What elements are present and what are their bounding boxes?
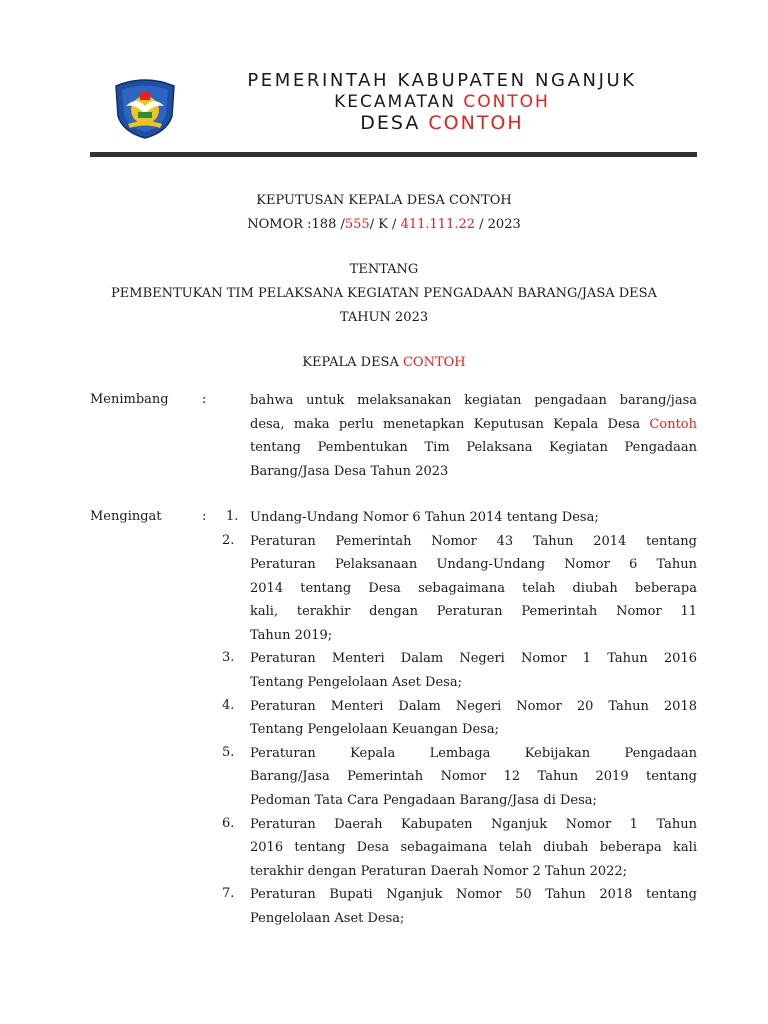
mengingat-item-text (250, 506, 697, 530)
mengingat-item-line: 2016 tentang Desa sebagaimana telah diubah beberapa kali (250, 840, 697, 855)
mengingat-item-number: 3. (222, 650, 235, 666)
mengingat-item-line: Pedoman Tata Cara Pengadaan Barang/Jasa di Desa; (250, 792, 597, 808)
mengingat-item-line: 2014 tentang Desa sebagaimana telah diubah beberapa (250, 580, 697, 596)
mengingat-item-line: Tentang Pengelolaan Keuangan Desa; (250, 722, 499, 738)
mengingat-item-line: Peraturan Bupati Nganjuk Nomor 50 Tahun 2018 tentang (250, 887, 697, 903)
mengingat-item-number: 1. (226, 509, 239, 524)
menimbang-text (250, 389, 697, 483)
mengingat-item-line: Barang/Jasa Pemerintah Nomor 12 Tahun 2019 tentang (250, 769, 697, 785)
mengingat-item-line: Peraturan Kepala Lembaga Kebijakan Pengadaan (250, 745, 697, 761)
mengingat-item-line: Peraturan Pemerintah Nomor 43 Tahun 2014 tentang (250, 533, 697, 549)
mengingat-item-line: Undang-Undang Nomor 6 Tahun 2014 tentang Desa; (250, 510, 599, 525)
mengingat-item-line: Peraturan Pelaksanaan Undang-Undang Nomor 6 Tahun (250, 557, 697, 573)
mengingat-item-text (250, 883, 697, 930)
decree-subject-line-2: TAHUN 2023 (339, 310, 429, 325)
decree-signatory: KEPALA DESA CONTOH (302, 355, 466, 370)
mengingat-item-text (250, 530, 697, 648)
mengingat-item-line: Tentang Pengelolaan Aset Desa; (250, 674, 462, 690)
mengingat-item-line: Tahun 2019; (250, 627, 333, 643)
menimbang-line: tentang Pembentukan Tim Pelaksana Kegiatan Pengadaan (250, 440, 697, 455)
mengingat-item-text (250, 742, 697, 813)
decree-subject-line-1: PEMBENTUKAN TIM PELAKSANA KEGIATAN PENGADAAN BARANG/JASA DESA (111, 286, 657, 301)
letterhead-district-name: KECAMATAN CONTOH (334, 92, 550, 112)
mengingat-item-text (250, 695, 697, 742)
mengingat-item-line: Peraturan Daerah Kabupaten Nganjuk Nomor 1 Tahun (250, 816, 697, 832)
decree-about: TENTANG (349, 262, 419, 277)
menimbang-line: Barang/Jasa Desa Tahun 2023 (250, 463, 449, 479)
menimbang-line: bahwa untuk melaksanakan kegiatan pengadaan barang/jasa (250, 393, 697, 408)
menimbang-label: Menimbang (90, 392, 169, 407)
mengingat-item-number: 6. (222, 815, 235, 831)
letterhead (0, 0, 768, 160)
mengingat-item-line: Peraturan Menteri Dalam Negeri Nomor 20 Tahun 2018 (250, 698, 697, 714)
mengingat-item-text (250, 647, 697, 694)
decree-heading: KEPUTUSAN KEPALA DESA CONTOH (256, 193, 512, 208)
letterhead-government-name: PEMERINTAH KABUPATEN NGANJUK (247, 70, 637, 91)
mengingat-item-number: 2. (222, 532, 235, 548)
mengingat-item-line: Peraturan Menteri Dalam Negeri Nomor 1 Tahun 2016 (250, 651, 697, 667)
mengingat-item-text (250, 813, 697, 884)
decree-number: NOMOR :188 /555/ K / 411.111.22 / 2023 (247, 217, 521, 232)
menimbang-colon: : (202, 392, 207, 407)
mengingat-label: Mengingat (90, 509, 162, 524)
mengingat-item-line: Pengelolaan Aset Desa; (250, 910, 405, 926)
mengingat-item-number: 5. (222, 744, 235, 760)
mengingat-item-line: terakhir dengan Peraturan Daerah Nomor 2 Tahun 2022; (250, 863, 628, 879)
letterhead-divider (90, 152, 697, 157)
mengingat-item-number: 7. (222, 886, 235, 902)
menimbang-line: desa, maka perlu menetapkan Keputusan Kepala Desa Contoh (250, 416, 697, 432)
mengingat-item-line: kali, terakhir dengan Peraturan Pemerintah Nomor 11 (250, 604, 697, 620)
letterhead-village-name: DESA CONTOH (360, 112, 524, 134)
mengingat-colon: : (202, 509, 207, 524)
mengingat-item-number: 4. (222, 697, 235, 713)
